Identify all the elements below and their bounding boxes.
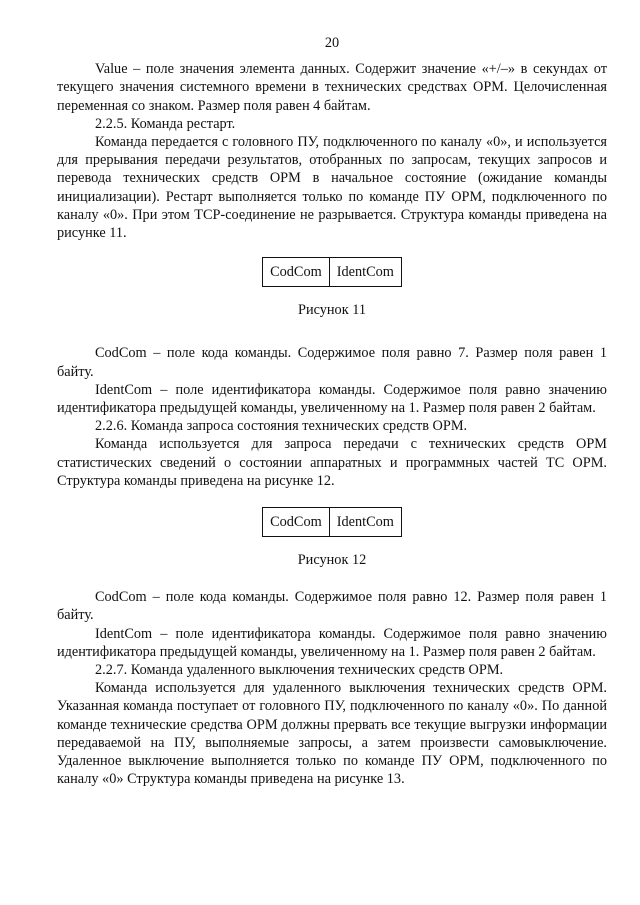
figure-12	[57, 507, 607, 537]
figure-11	[57, 257, 607, 287]
codcom-cell: CodCom	[270, 264, 322, 281]
paragraph-codcom-12: CodCom – поле кода команды. Содержимое поля равно 12. Размер поля равен 1 байту.	[57, 589, 607, 624]
codcom-cell: CodCom	[270, 513, 322, 530]
section-heading-2-2-7: 2.2.7. Команда удаленного выключения технических средств ОРМ.	[95, 662, 504, 679]
paragraph-codcom-7: CodCom – поле кода команды. Содержимое поля равно 7. Размер поля равен 1 байту.	[57, 345, 607, 380]
paragraph-status-request: Команда используется для запроса передачи с технических средств ОРМ статистических сведений о состоянии аппаратных и программных частей ТС ОРМ. Структура команды приведена на рисунке 12.	[57, 436, 607, 489]
figure-11-caption: Рисунок 11	[298, 302, 366, 319]
paragraph-value-field: Value – поле значения элемента данных. Содержит значение «+/–» в секундах от текущего значения системного времени в технических средствах ОРМ. Целочисленная переменная со знаком. Размер поля равен 4 байтам.	[57, 61, 607, 114]
paragraph-identcom-12: IdentCom – поле идентификатора команды. Содержимое поля равно значению идентификатора предыдущей команды, увеличенному на 1. Размер поля равен 2 байтам.	[57, 625, 607, 660]
command-structure-12	[262, 507, 402, 537]
paragraph-identcom-11: IdentCom – поле идентификатора команды. Содержимое поля равно значению идентификатора предыдущей команды, увеличенному на 1. Размер поля равен 2 байтам.	[57, 381, 607, 417]
paragraph-remote-shutdown: Команда используется для удаленного выключения технических средств ОРМ. Указанная команда поступает от головного ПУ, подключенного по каналу «0». По данной команде технические средства ОРМ должны прервать все текущие выгрузки информации передаваемой на ПУ, выполняемые запросы, а затем произвести самовыключение. Удаленное выключение выполняется только по команде ПУ ОРМ, подключенного по каналу «0» Структура команды приведена на рисунке 13.	[57, 680, 607, 788]
section-heading-2-2-6: 2.2.6. Команда запроса состояния технических средств ОРМ.	[95, 418, 468, 435]
paragraph-restart-command: Команда передается с головного ПУ, подключенного по каналу «0», и используется для прерывания передачи результатов, отобранных по запросам, текущих запросов и перевода технических средств ОРМ в начальное состояние (ожидание команды инициализации). Рестарт выполняется только по команде ПУ ОРМ, подключенного по каналу «0». При этом TCP-соединение не разрывается. Структура команды приведена на рисунке 11.	[57, 134, 607, 242]
section-heading-2-2-5: 2.2.5. Команда рестарт.	[95, 115, 236, 132]
figure-12-caption: Рисунок 12	[297, 552, 367, 569]
identcom-cell: IdentCom	[329, 508, 401, 536]
identcom-cell: IdentCom	[329, 258, 401, 286]
command-structure-11	[262, 257, 402, 287]
document-page	[57, 34, 607, 789]
page-number: 20	[324, 35, 340, 51]
